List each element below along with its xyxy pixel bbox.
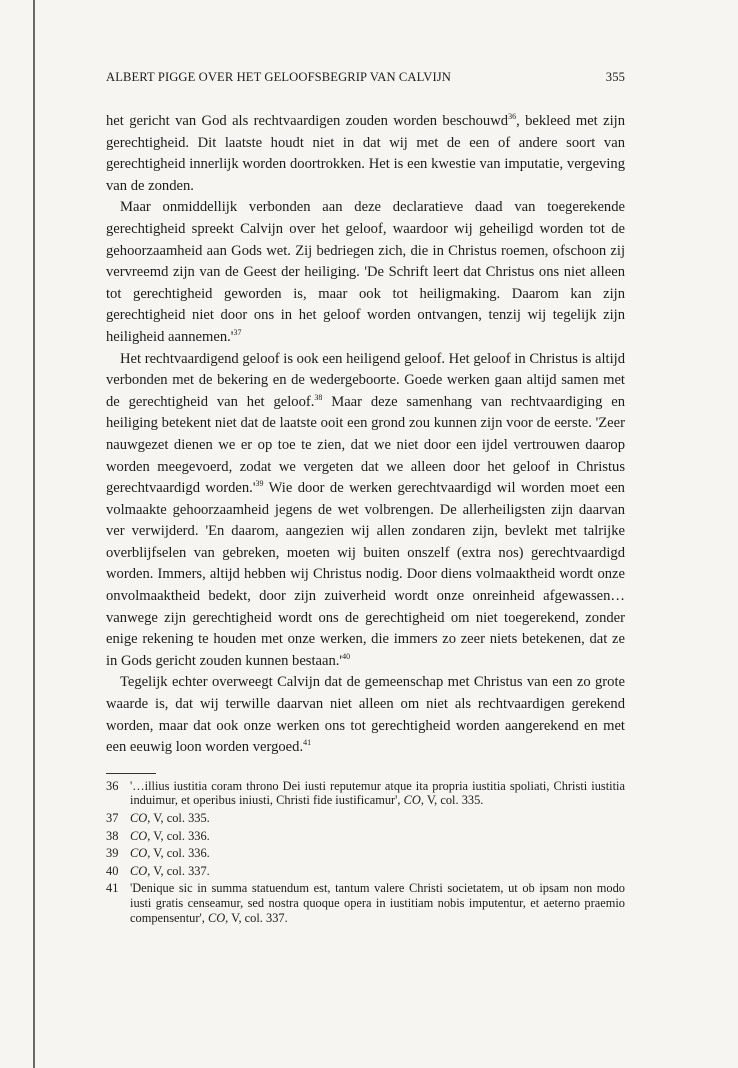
- paragraph: [106, 349, 625, 673]
- footnote-text: [130, 864, 625, 879]
- paragraph: [106, 672, 625, 758]
- footnotes: [106, 779, 625, 925]
- italic-text: CO: [130, 863, 148, 878]
- body-text: [106, 111, 625, 759]
- text-segment: , V, col. 335.: [420, 793, 484, 808]
- text-segment: Maar onmiddellijk verbonden aan deze declaratieve daad van toegerekende gerechtigheid spreekt Calvijn over het geloof, waardoor wij geheiligd worden tot de gehoorzaamheid aan Gods wet. Zij bedriegen zich, die in Christus roemen, ofschoon zij vervreemd zijn van de Geest der heiliging. 'De Schrift leert dat Christus ons niet alleen tot gerechtigheid geworden is, maar ook tot heiligmaking. Daarom kan zijn gerechtigheid niet door ons in het geloof worden ontvangen, tenzij wij tegelijk zijn heiligheid aannemen.': [106, 199, 625, 345]
- running-title: ALBERT PIGGE OVER HET GELOOFSBEGRIP VAN CALVIJN: [106, 70, 451, 84]
- footnote-text: [130, 811, 625, 826]
- italic-text: CO: [130, 811, 148, 825]
- footnote-reference: 41: [303, 738, 312, 748]
- footnote-number: 38: [106, 828, 119, 843]
- page-binding-edge: [33, 0, 35, 1068]
- text-segment: Maar deze samenhang van rechtvaardiging en heiliging betekent niet dat de laatste ooit een grond zou kunnen zijn voor de eerste. 'Zeer nauwgezet dienen we er op toe te zien, dat we niet door een ijdel vertrouwen daarop worden meegevoerd, zodat we vergeten dat we alleen door het geloof in Christus gerechtvaardigd worden.': [106, 393, 625, 497]
- footnote-number: 41: [106, 881, 119, 896]
- paragraph: [106, 197, 625, 348]
- footnote: [106, 829, 625, 844]
- footnote-text: [130, 779, 625, 808]
- text-segment: , V, col. 336.: [147, 846, 210, 861]
- text-segment: Tegelijk echter overweegt Calvijn dat de gemeenschap met Christus van een zo grote waarde is, dat wij terwille daarvan niet alleen om niet als rechtvaardigen gerekend worden, maar dat ook onze werken ons tot gerechtigheid worden aangerekend en met een eeuwig loon worden vergoed.: [106, 674, 625, 756]
- text-segment: , V, col. 335.: [147, 811, 210, 825]
- footnote-text: [130, 829, 625, 844]
- italic-text: CO: [207, 910, 226, 925]
- footnote-text: [130, 881, 625, 925]
- text-segment: 'Denique sic in summa statuendum est, tantum valere Christi societatem, ut ob ipsam non modo iusti gratis censeamur, sed nostra quoque opera in iustitiam nobis imputentur, et aeterno praemio compensentur',: [130, 881, 625, 925]
- text-segment: het gericht van God als rechtvaardigen zouden worden beschouwd: [106, 113, 509, 129]
- footnote-number: 36: [106, 778, 119, 793]
- text-segment: , V, col. 337.: [225, 910, 288, 925]
- running-header: [106, 70, 625, 85]
- footnote: [106, 811, 625, 826]
- footnote: [106, 864, 625, 879]
- text-segment: Het rechtvaardigend geloof is ook een heiligend geloof. Het geloof in Christus is altijd verbonden met de bekering en de wedergeboorte. Goede werken gaan altijd samen met de gerechtigheid van het geloof.: [106, 350, 625, 410]
- footnote: [106, 846, 625, 861]
- italic-text: CO: [403, 793, 421, 808]
- footnote-reference: 36: [508, 112, 517, 121]
- footnote-reference: 40: [342, 651, 351, 661]
- text-segment: , bekleed met zijn gerechtigheid. Dit laatste houdt niet in dat wij met de een of andere soort van gerechtigheid innerlijk worden doortrokken. Het is een kwestie van imputatie, vergeving van de zonden.: [106, 113, 625, 194]
- footnote-reference: 39: [255, 479, 264, 489]
- page-number: 355: [605, 70, 625, 84]
- italic-text: CO: [130, 828, 148, 843]
- text-segment: Wie door de werken gerechtvaardigd wil worden moet een volmaakte gehoorzaamheid jegens de wet volbrengen. De allerheiligsten zijn daarvan ver verwijderd. 'En daarom, aangezien wij allen zondaren zijn, bevlekt met talrijke overblijfselen van gebreken, moeten wij buiten onszelf (extra nos) gerechtvaardigd worden. Immers, altijd hebben wij Christus nodig. Door diens volmaaktheid wordt onze onvolmaaktheid bedekt, door zijn zuiverheid wordt onze onreinheid afgewassen… vanwege zijn gerechtigheid wordt ons de gerechtigheid om niet toegerekend, zonder enige rekening te houden met onze werken, die immers zo zeer niets betekenen, dat ze in Gods gericht zouden kunnen bestaan.': [106, 480, 625, 669]
- footnote: [106, 881, 625, 925]
- italic-text: CO: [130, 846, 148, 861]
- footnote-text: [130, 846, 625, 861]
- footnote-separator: [106, 773, 156, 774]
- footnote-number: 37: [106, 811, 119, 825]
- text-segment: , V, col. 336.: [147, 828, 210, 843]
- text-segment: '…illius iustitia coram throno Dei iusti reputemur atque ita propria iustitia spoliati, Christi iustitia induimur, et operibus iniusti, Christi fide iustificamur',: [130, 778, 625, 808]
- text-segment: , V, col. 337.: [147, 863, 210, 878]
- footnote: [106, 779, 625, 808]
- footnote-reference: 38: [314, 392, 323, 402]
- page-content: [106, 70, 625, 928]
- paragraph: [106, 111, 625, 197]
- footnote-reference: 37: [233, 327, 242, 337]
- footnote-number: 40: [106, 863, 119, 878]
- footnote-number: 39: [106, 846, 119, 861]
